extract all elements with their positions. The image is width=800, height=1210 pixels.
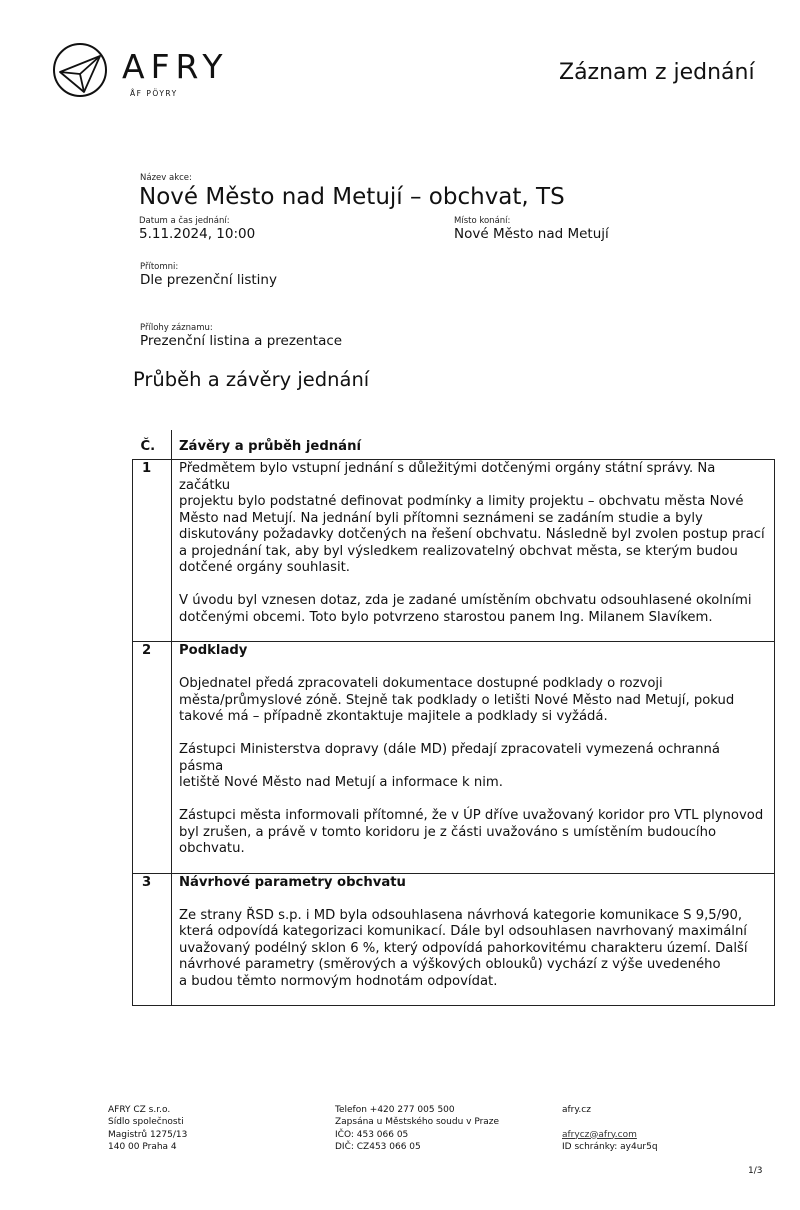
footer-line: Telefon +420 277 005 500 (335, 1105, 455, 1115)
afry-logo-icon (52, 42, 108, 98)
footer-line: DIČ: CZ453 066 05 (335, 1141, 421, 1152)
row-content (172, 642, 775, 874)
footer-line: Sídlo společnosti (108, 1117, 184, 1128)
row-title: Návrhové parametry obchvatu (179, 874, 406, 890)
footer-line: 140 00 Praha 4 (108, 1141, 177, 1152)
footer-contact (562, 1104, 658, 1153)
row-paragraph: V úvodu byl vznesen dotaz, zda je zadané umístěním obchvatu odsouhlasené okolními dotčenými obcemi. Toto bylo potvrzeno starostou panem Ing. Milanem Slavíkem. (179, 593, 752, 625)
footer-line: Magistrů 1275/13 (108, 1129, 188, 1140)
place-value: Nové Město nad Metují (454, 226, 609, 242)
footer-email-link[interactable]: afrycz@afry.com (562, 1129, 637, 1140)
minutes-table (132, 430, 774, 989)
row-number: 1 (133, 460, 172, 642)
footer-spacer (562, 1116, 658, 1128)
footer-line: Zapsána u Městského soudu v Praze (335, 1117, 500, 1128)
row-content (172, 873, 775, 1006)
brand-name: AFRY (122, 47, 229, 86)
footer-line: AFRY CZ s.r.o. (108, 1105, 171, 1115)
row-paragraph: Zástupci města informovali přítomné, že v ÚP dříve uvažovaný koridor pro VTL plynovod byl zrušen, a právě v tomto koridoru je z části uvažováno s umístěním budoucího obchvatu. (179, 808, 764, 856)
footer-databox: ID schránky: ay4ur5q (562, 1141, 658, 1152)
footer-company-address (108, 1104, 187, 1153)
event-name: Nové Město nad Metují – obchvat, TS (139, 184, 565, 210)
footer-website-link[interactable]: afry.cz (562, 1105, 591, 1115)
table-row (133, 642, 775, 874)
datetime-value: 5.11.2024, 10:00 (139, 226, 256, 242)
row-title: Podklady (179, 643, 248, 658)
attendees-value: Dle prezenční listiny (140, 272, 277, 288)
footer-company-registration (335, 1104, 499, 1153)
footer-line: IČO: 453 066 05 (335, 1129, 409, 1140)
brand-subtitle: ÅF PÖYRY (130, 89, 178, 98)
page-number: 1/3 (748, 1166, 763, 1176)
document-title: Záznam z jednání (559, 60, 755, 85)
row-content (172, 460, 775, 642)
table-row (133, 873, 775, 1006)
attachments-label: Přílohy záznamu: (140, 323, 213, 333)
row-number: 2 (133, 642, 172, 874)
row-paragraph: Objednatel předá zpracovateli dokumentace dostupné podklady o rozvoji města/průmyslové zóně. Stejně tak podklady o letišti Nové Město nad Metují, pokud takové má – případně zkontaktuje majitele a podklady si vyžádá. (179, 676, 735, 724)
column-header-content: Závěry a průběh jednání (172, 430, 775, 460)
event-label: Název akce: (140, 173, 192, 183)
table-row (133, 460, 775, 642)
attachments-value: Prezenční listina a prezentace (140, 333, 343, 349)
column-header-number: Č. (133, 430, 172, 460)
section-heading: Průběh a závěry jednání (133, 368, 370, 391)
row-number: 3 (133, 873, 172, 1006)
row-paragraph: Ze strany ŘSD s.p. i MD byla odsouhlasena návrhová kategorie komunikace S 9,5/90, která odpovídá kategorizaci komunikací. Dále byl odsouhlasen navrhovaný maximální uvažovaný podélný sklon 6 %, který odpovídá pahorkovitému charakteru území. Další návrhové parametry (směrových a výškových oblouků) vychází z výše uvedeného a budou těmto normovým hodnotám odpovídat. (179, 907, 748, 989)
row-paragraph: Předmětem bylo vstupní jednání s důležitými dotčenými orgány státní správy. Na začátku projektu bylo podstatné definovat podmínky a limity projektu – obchvatu města Nové Město nad Metují. Na jednání byli přítomni seznámeni se zadáním studie a byly diskutovány požadavky dotčených na řešení obchvatu. Následně byl zvolen postup prací a projednání tak, aby byl výsledkem realizovatelný obchvat města, se kterým budou dotčené orgány souhlasit. (179, 461, 765, 575)
row-paragraph: Zástupci Ministerstva dopravy (dále MD) předají zpracovateli vymezená ochranná pásma letiště Nové Město nad Metují a informace k nim. (179, 742, 720, 790)
datetime-label: Datum a čas jednání: (139, 216, 230, 226)
place-label: Místo konání: (454, 216, 511, 226)
attendees-label: Přítomni: (140, 262, 179, 272)
